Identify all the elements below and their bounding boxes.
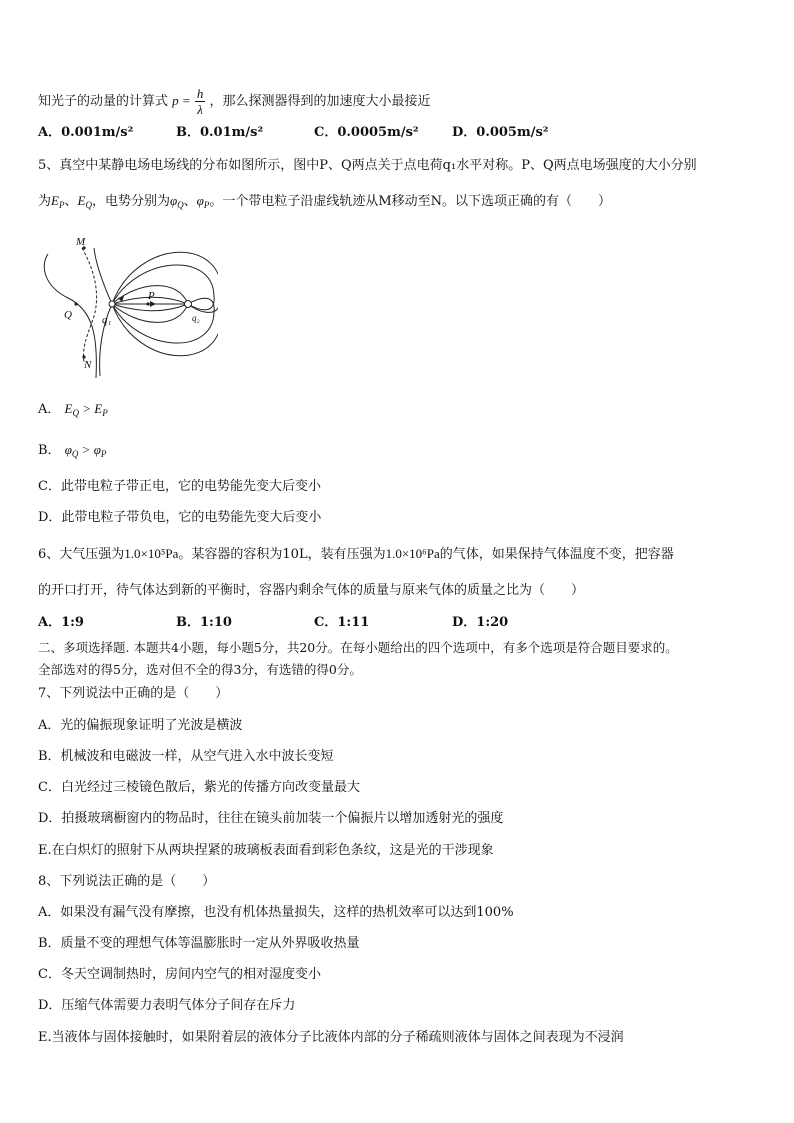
q4-stem <box>38 86 430 117</box>
q7-option-d: D．拍摄玻璃橱窗内的物品时，往往在镜头前加装一个偏振片以增加透射光的强度 <box>38 811 504 826</box>
section2-line2: 全部选对的得5分，选对但不全的得3分，有选错的得0分。 <box>38 662 362 677</box>
momentum-formula-lhs: p = <box>172 93 191 108</box>
field-eq-sub: Q <box>85 200 92 210</box>
q4-option-a: A．0.001m/s² <box>38 125 134 140</box>
potential-phiq: φ <box>169 193 178 208</box>
q5-option-a-lhs: E <box>64 401 73 416</box>
q5-line2-prefix: 为 <box>38 194 52 209</box>
q5-option-b-lhs-sub: Q <box>71 449 79 459</box>
label-p: P <box>148 290 155 302</box>
potential-phip-sub: P <box>203 200 210 210</box>
label-m: M <box>76 236 86 248</box>
q5-option-c: C．此带电粒子带正电，它的电势能先变大后变小 <box>38 479 321 494</box>
electric-field-diagram <box>38 226 218 386</box>
field-ep: E <box>51 193 59 208</box>
q6-option-a: A．1:9 <box>38 615 84 630</box>
field-line-outer-upper <box>112 265 214 310</box>
q5-option-a <box>38 400 108 422</box>
field-ep-sub: P <box>58 200 65 210</box>
q8-option-e: E.当液体与固体接触时，如果附着层的液体分子比液体内部的分子稀疏则液体与固体之间表现为不浸润 <box>38 1030 624 1045</box>
q4-option-b: B．0.01m/s² <box>176 125 264 140</box>
q5-option-b-rhs-sub: P <box>100 449 107 459</box>
fraction-denominator: λ <box>197 102 203 117</box>
q6-stem-line1 <box>38 545 674 564</box>
q5-option-a-label: A． <box>38 402 61 417</box>
q6-option-d: D．1:20 <box>452 615 509 630</box>
q8-option-c: C．冬天空调制热时，房间内空气的相对湿度变小 <box>38 967 321 982</box>
q7-option-e: E.在白炽灯的照射下从两块捏紧的玻璃板表面看到彩色条纹，这是光的干涉现象 <box>38 843 494 858</box>
charge-q2 <box>185 301 192 308</box>
container-pressure: 1.0×10⁶Pa <box>385 546 440 561</box>
q4-option-c: C．0.0005m/s² <box>314 125 419 140</box>
q5-sep2: 、 <box>183 194 197 209</box>
q5-option-b-rhs: φ <box>93 442 101 457</box>
q5-option-d: D．此带电粒子带负电，它的电势能先变大后变小 <box>38 510 322 525</box>
q7-option-a: A．光的偏振现象证明了光波是横波 <box>38 718 243 733</box>
q8-stem: 8、下列说法正确的是（ ） <box>38 874 216 889</box>
q5-line2-mid: ，电势分别为 <box>91 194 170 209</box>
q8-option-d: D．压缩气体需要力表明气体分子间存在斥力 <box>38 998 296 1013</box>
point-p <box>146 302 149 305</box>
fraction-numerator: h <box>196 86 204 101</box>
charge-q1 <box>109 301 115 307</box>
q5-option-b-lhs: φ <box>64 442 72 457</box>
q5-option-a-lhs-sub: Q <box>72 408 79 418</box>
field-eq: E <box>77 193 86 208</box>
q6-option-b: B．1:10 <box>176 615 232 630</box>
q6-stem-line2: 的开口打开，待气体达到新的平衡时，容器内剩余气体的质量与原来气体的质量之比为（ ） <box>38 583 585 598</box>
momentum-formula-fraction <box>195 86 206 117</box>
q5-line2-suffix: 。一个带电粒子沿虚线轨迹从M移动至N。以下选项正确的有（ ） <box>209 194 612 209</box>
q8-option-b: B．质量不变的理想气体等温膨胀时一定从外界吸收热量 <box>38 936 360 951</box>
q7-option-b: B．机械波和电磁波一样，从空气进入水中波长变短 <box>38 749 334 764</box>
q5-option-a-rhs-sub: P <box>102 408 108 418</box>
q5-option-a-rhs: E <box>94 401 103 416</box>
atmospheric-pressure: 1.0×10⁵Pa <box>124 546 179 561</box>
q5-stem-line1: 5、真空中某静电场电场线的分布如图所示，图中P、Q两点关于点电荷q₁水平对称。P、Q两点电场强度的大小分别 <box>38 158 697 173</box>
label-q1: q₁ <box>102 314 112 326</box>
field-line-top-loop <box>112 252 218 312</box>
q6-line1-suffix: 的气体，如果保持气体温度不变，把容器 <box>439 547 674 562</box>
q5-option-b-label: B． <box>38 443 61 458</box>
potential-phiq-sub: Q <box>177 200 184 210</box>
q8-option-a: A．如果没有漏气没有摩擦，也没有机体热量损失，这样的热机效率可以达到100% <box>38 905 514 920</box>
potential-phip: φ <box>196 193 204 208</box>
q5-option-a-op: > <box>78 401 95 416</box>
q5-option-b <box>38 441 106 463</box>
point-q <box>74 302 77 305</box>
q5-sep: 、 <box>64 194 78 209</box>
q5-stem-line2 <box>38 192 611 214</box>
q6-line1-prefix: 6、大气压强为 <box>38 547 125 562</box>
q6-line1-mid: 。某容器的容积为10L，装有压强为 <box>178 547 386 562</box>
q4-option-d: D．0.005m/s² <box>452 125 549 140</box>
q7-option-c: C．白光经过三棱镜色散后，紫光的传播方向改变量最大 <box>38 780 360 795</box>
q7-stem: 7、下列说法中正确的是（ ） <box>38 686 229 701</box>
q5-option-b-op: > <box>78 442 94 457</box>
label-q: Q <box>64 309 72 321</box>
section2-line1: 二、多项选择题. 本题共4小题，每小题5分，共20分。在每小题给出的四个选项中，有多个选项是符合题目要求的。 <box>38 640 678 655</box>
q4-stem-suffix: ，那么探测器得到的加速度大小最接近 <box>209 94 431 109</box>
q4-stem-prefix: 知光子的动量的计算式 <box>38 94 169 109</box>
particle-trajectory <box>82 248 97 362</box>
label-q2: q₂ <box>192 313 200 323</box>
label-n: N <box>84 359 92 371</box>
q6-option-c: C．1:11 <box>314 615 370 630</box>
